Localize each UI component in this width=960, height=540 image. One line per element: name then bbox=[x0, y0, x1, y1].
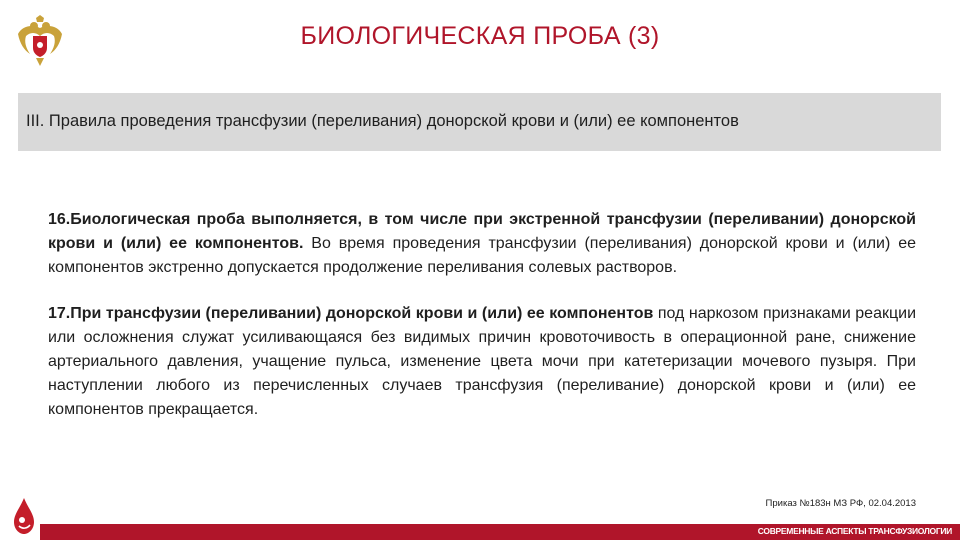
blood-drop-icon bbox=[10, 496, 38, 536]
order-reference: Приказ №183н МЗ РФ, 02.04.2013 bbox=[765, 498, 916, 509]
section-heading-bar bbox=[18, 93, 941, 151]
slide-header bbox=[0, 0, 960, 86]
paragraph-17-bold: 17.При трансфузии (переливании) донорской крови и (или) ее компонентов bbox=[48, 305, 654, 322]
paragraph-16-text: Во время проведения трансфузии (переливания) донорской крови и (или) ее компонентов экстренно допускается продолжение переливания солевых растворов. bbox=[48, 235, 916, 276]
paragraph-16-bold: 16.Биологическая проба выполняется, в том числе при экстренной трансфузии (переливании) донорской крови и (или) ее компонентов. bbox=[48, 211, 916, 252]
footer-bar bbox=[40, 524, 960, 540]
paragraph-17-text: под наркозом признаками реакции или осложнения служат усиливающаяся без видимых причин кровоточивость в операционной ране, снижение артериального давления, учащение пульса, изменение цвета мочи при катетеризации мочевого пузыря. При наступлении любого из перечисленных случаев трансфузия (переливание) донорской крови и (или) ее компонентов прекращается. bbox=[48, 305, 917, 418]
page-title: БИОЛОГИЧЕСКАЯ ПРОБА (3) bbox=[300, 22, 660, 50]
paragraph-17 bbox=[48, 302, 916, 422]
paragraph-16 bbox=[48, 208, 916, 280]
russian-coat-of-arms-icon bbox=[14, 14, 66, 72]
section-heading: III. Правила проведения трансфузии (переливания) донорской крови и (или) ее компонентов bbox=[26, 112, 739, 130]
slide-content bbox=[48, 208, 916, 444]
footer-label: СОВРЕМЕННЫЕ АСПЕКТЫ ТРАНСФУЗИОЛОГИИ bbox=[757, 526, 952, 536]
